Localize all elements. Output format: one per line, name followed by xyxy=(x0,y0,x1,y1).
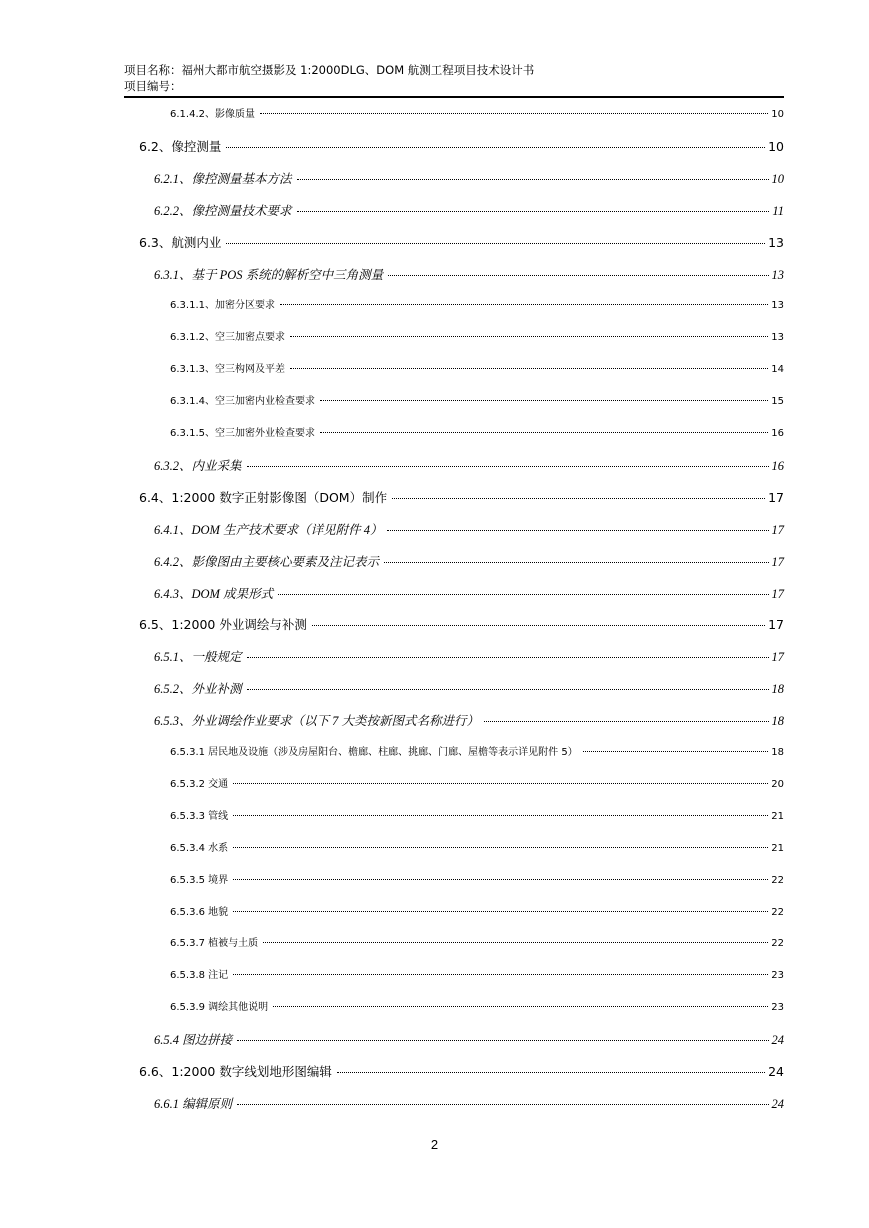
toc-entry-page: 18 xyxy=(771,747,784,758)
toc-entry-label: 6.5.2、外业补测 xyxy=(154,682,242,697)
toc-entry-label: 6.5.3.6 地貌 xyxy=(170,906,229,918)
toc-entry-page: 13 xyxy=(768,234,784,250)
toc-entry-label: 6.3.1.1、加密分区要求 xyxy=(170,300,275,312)
toc-entry-label: 6.5.3.5 境界 xyxy=(170,874,229,886)
toc-dot-leader xyxy=(233,847,768,848)
toc-entry-page: 18 xyxy=(771,714,784,729)
toc-dot-leader xyxy=(337,1072,765,1073)
toc-entry-page: 24 xyxy=(771,1033,784,1048)
toc-dot-leader xyxy=(384,562,768,563)
toc-entry[interactable] xyxy=(154,584,784,602)
toc-entry-label: 6.5.4 图边拼接 xyxy=(154,1033,233,1048)
toc-entry[interactable] xyxy=(154,552,784,570)
toc-entry[interactable] xyxy=(154,1094,784,1112)
toc-entry-label: 6.3.1.4、空三加密内业检查要求 xyxy=(170,396,315,408)
toc-entry[interactable] xyxy=(154,456,784,474)
toc-entry-label: 6.5.3.2 交通 xyxy=(170,778,229,790)
toc-entry-label: 6.6.1 编辑原则 xyxy=(154,1096,233,1111)
toc-entry[interactable] xyxy=(170,424,784,439)
toc-entry-label: 6.5.3.9 调绘其他说明 xyxy=(170,1002,269,1014)
toc-entry-label: 6.5.3.4 水系 xyxy=(170,842,229,854)
toc-entry[interactable] xyxy=(154,265,784,283)
toc-dot-leader xyxy=(233,815,768,816)
toc-entry[interactable] xyxy=(170,934,784,949)
toc-entry-label: 6.2.2、像控测量技术要求 xyxy=(154,203,292,218)
toc-entry[interactable] xyxy=(170,328,784,343)
toc-entry[interactable] xyxy=(139,615,784,633)
toc-dot-leader xyxy=(388,275,768,276)
toc-entry-page: 24 xyxy=(768,1064,784,1079)
toc-entry[interactable] xyxy=(170,839,784,854)
toc-dot-leader xyxy=(320,400,768,401)
toc-dot-leader xyxy=(320,432,768,433)
toc-entry[interactable] xyxy=(170,871,784,886)
toc-entry-label: 6.2、像控测量 xyxy=(139,138,222,154)
toc-entry-page: 13 xyxy=(771,267,784,282)
toc-entry-label: 6.3.1.3、空三构网及平差 xyxy=(170,364,285,376)
toc-entry-label: 6.3.1、基于 POS 系统的解析空中三角测量 xyxy=(154,267,384,282)
toc-dot-leader xyxy=(247,466,769,467)
toc-entry-page: 22 xyxy=(771,906,784,918)
toc-dot-leader xyxy=(233,911,768,912)
toc-entry[interactable] xyxy=(170,743,784,758)
toc-dot-leader xyxy=(233,783,768,784)
toc-entry-label: 6.5.1、一般规定 xyxy=(154,650,242,665)
toc-dot-leader xyxy=(233,974,768,975)
toc-dot-leader xyxy=(226,243,765,244)
toc-dot-leader xyxy=(392,498,765,499)
toc-entry[interactable] xyxy=(170,392,784,407)
toc-entry[interactable] xyxy=(139,233,784,251)
toc-entry[interactable] xyxy=(154,647,784,665)
toc-entry-page: 10 xyxy=(771,171,784,186)
toc-entry-page: 13 xyxy=(771,332,784,344)
toc-entry-page: 17 xyxy=(771,586,784,601)
toc-entry-page: 23 xyxy=(771,1002,784,1014)
toc-entry-page: 17 xyxy=(768,617,784,633)
toc-entry-page: 17 xyxy=(771,522,784,537)
toc-entry[interactable] xyxy=(170,998,784,1013)
toc-entry-label: 6.4.1、DOM 生产技术要求（详见附件 4） xyxy=(154,522,383,537)
toc-entry-label: 6.3.1.2、空三加密点要求 xyxy=(170,332,285,344)
toc-entry[interactable] xyxy=(170,296,784,311)
toc-entry-page: 15 xyxy=(771,396,784,408)
toc-entry-label: 6.3.2、内业采集 xyxy=(154,458,242,473)
toc-entry-page: 10 xyxy=(771,109,784,120)
toc-entry-label: 6.3、航测内业 xyxy=(139,234,222,250)
toc-entry-page: 11 xyxy=(772,203,784,218)
toc-dot-leader xyxy=(387,530,768,531)
project-name: 项目名称：福州大都市航空摄影及 1:2000DLG、DOM 航测工程项目技术设计书 xyxy=(124,63,535,77)
toc-entry[interactable] xyxy=(170,903,784,918)
toc-entry-label: 6.4.2、影像图由主要核心要素及注记表示 xyxy=(154,554,380,569)
toc-dot-leader xyxy=(290,336,768,337)
toc-entry-page: 16 xyxy=(771,428,784,439)
toc-entry-label: 6.6、1:2000 数字线划地形图编辑 xyxy=(139,1064,332,1079)
toc-entry[interactable] xyxy=(170,807,784,822)
toc-dot-leader xyxy=(273,1006,768,1007)
toc-dot-leader xyxy=(297,179,769,180)
toc-entry[interactable] xyxy=(154,679,784,697)
toc-dot-leader xyxy=(290,368,768,369)
toc-entry-label: 6.1.4.2、影像质量 xyxy=(170,109,255,120)
toc-dot-leader xyxy=(297,211,770,212)
toc-entry-page: 16 xyxy=(771,458,784,473)
toc-entry-label: 6.4、1:2000 数字正射影像图（DOM）制作 xyxy=(139,489,388,505)
toc-entry-label: 6.5.3.3 管线 xyxy=(170,810,229,822)
toc-entry-page: 20 xyxy=(771,778,784,790)
toc-entry-page: 17 xyxy=(771,650,784,665)
toc-entry[interactable] xyxy=(139,1062,784,1080)
toc-entry-page: 21 xyxy=(771,810,784,822)
toc-entry[interactable] xyxy=(154,201,784,219)
toc-entry-label: 6.5.3.1 居民地及设施（涉及房屋阳台、檐廊、柱廊、挑廊、门廊、屋檐等表示详见附件 5） xyxy=(170,747,578,758)
toc-entry-label: 6.5.3.8 注记 xyxy=(170,970,229,982)
toc-dot-leader xyxy=(484,721,768,722)
toc-entry-page: 13 xyxy=(771,300,784,312)
toc-entry[interactable] xyxy=(154,1030,784,1048)
toc-entry-page: 14 xyxy=(771,364,784,376)
toc-entry-page: 23 xyxy=(771,970,784,982)
toc-entry-label: 6.2.1、像控测量基本方法 xyxy=(154,171,292,186)
toc-entry[interactable] xyxy=(139,488,784,506)
toc-entry[interactable] xyxy=(154,169,784,187)
toc-entry-label: 6.5.3.7 植被与土质 xyxy=(170,938,259,950)
toc-entry-page: 17 xyxy=(771,554,784,569)
toc-dot-leader xyxy=(226,147,765,148)
toc-entry[interactable] xyxy=(139,137,784,155)
toc-entry-page: 22 xyxy=(771,874,784,886)
toc-entry[interactable] xyxy=(154,520,784,538)
toc-entry-label: 6.5.3、外业调绘作业要求（以下 7 大类按新图式名称进行） xyxy=(154,714,480,729)
toc-entry-page: 21 xyxy=(771,842,784,854)
toc-entry-page: 17 xyxy=(768,489,784,505)
toc-entry[interactable] xyxy=(170,360,784,375)
toc-entry-page: 24 xyxy=(771,1096,784,1111)
toc-entry[interactable] xyxy=(154,711,784,729)
page-number: 2 xyxy=(430,1137,439,1152)
toc-dot-leader xyxy=(260,113,768,114)
toc-dot-leader xyxy=(237,1104,768,1105)
toc-dot-leader xyxy=(237,1040,768,1041)
toc-dot-leader xyxy=(583,751,769,752)
toc-entry-label: 6.5、1:2000 外业调绘与补测 xyxy=(139,617,307,633)
toc-entry-page: 10 xyxy=(768,138,784,154)
toc-dot-leader xyxy=(312,625,765,626)
toc-dot-leader xyxy=(233,879,768,880)
toc-entry[interactable] xyxy=(170,775,784,790)
toc-entry[interactable] xyxy=(170,105,784,120)
toc-entry-label: 6.3.1.5、空三加密外业检查要求 xyxy=(170,428,315,439)
toc-dot-leader xyxy=(280,304,768,305)
toc-entry[interactable] xyxy=(170,966,784,981)
toc-dot-leader xyxy=(278,594,768,595)
toc-dot-leader xyxy=(263,942,768,943)
toc-entry-page: 18 xyxy=(771,682,784,697)
toc-dot-leader xyxy=(247,689,769,690)
toc-entry-page: 22 xyxy=(771,938,784,950)
toc-entry-label: 6.4.3、DOM 成果形式 xyxy=(154,586,274,601)
project-number: 项目编号： xyxy=(124,79,182,93)
toc-dot-leader xyxy=(247,657,769,658)
